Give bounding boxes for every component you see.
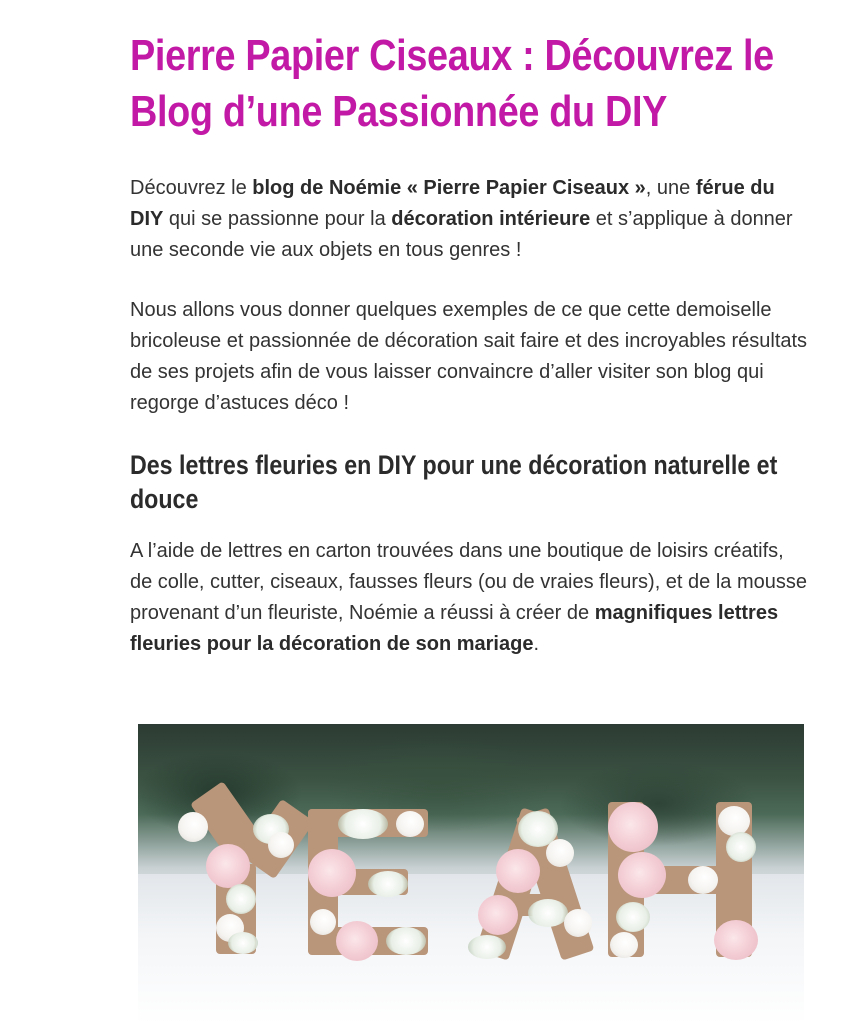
article-title: Pierre Papier Ciseaux : Découvrez le Blog d’une Passionnée du DIY bbox=[130, 31, 774, 136]
section-text-2: . bbox=[533, 633, 539, 655]
second-paragraph: Nous allons vous donner quelques exemples de ce que cette demoiselle bricoleuse et passionnée de décoration sait faire et des incroyables résultats de ses projets afin de vous laisser convaincre d’aller visiter son blog qui regorge d’astuces déco ! bbox=[130, 299, 808, 414]
intro-text-1: Découvrez le bbox=[130, 177, 253, 199]
section-bold-lettres: magnifiques lettres fleuries pour la décoration de son mariage bbox=[130, 602, 779, 655]
floral-letter-y bbox=[168, 804, 298, 954]
intro-text-3: qui se passionne pour la bbox=[163, 208, 392, 230]
intro-bold-decoration: décoration intérieure bbox=[391, 208, 591, 230]
intro-text-2: , une bbox=[645, 177, 696, 199]
intro-bold-blog-link: blog de Noémie « Pierre Papier Ciseaux » bbox=[252, 177, 646, 199]
intro-bold-diy: férue du DIY bbox=[130, 177, 775, 230]
intro-paragraph bbox=[130, 173, 810, 266]
floral-letter-e bbox=[308, 809, 438, 959]
section-heading-lettres-fleuries: Des lettres fleuries en DIY pour une décoration naturelle et douce bbox=[130, 450, 778, 514]
intro-text-4: et s’applique à donner une seconde vie aux objets en tous genres ! bbox=[130, 208, 793, 261]
floral-letter-a bbox=[468, 809, 598, 959]
floral-letter-h bbox=[608, 802, 758, 962]
section-paragraph bbox=[130, 536, 810, 660]
article bbox=[130, 28, 820, 655]
article-image-floral-letters bbox=[138, 724, 804, 1024]
section-text-1: A l’aide de lettres en carton trouvées dans une boutique de loisirs créatifs, de colle, cutter, ciseaux, fausses fleurs (ou de vraies fleurs), et de la mousse provenant d’un fleuriste, Noémie a réussi à créer de bbox=[130, 540, 807, 624]
